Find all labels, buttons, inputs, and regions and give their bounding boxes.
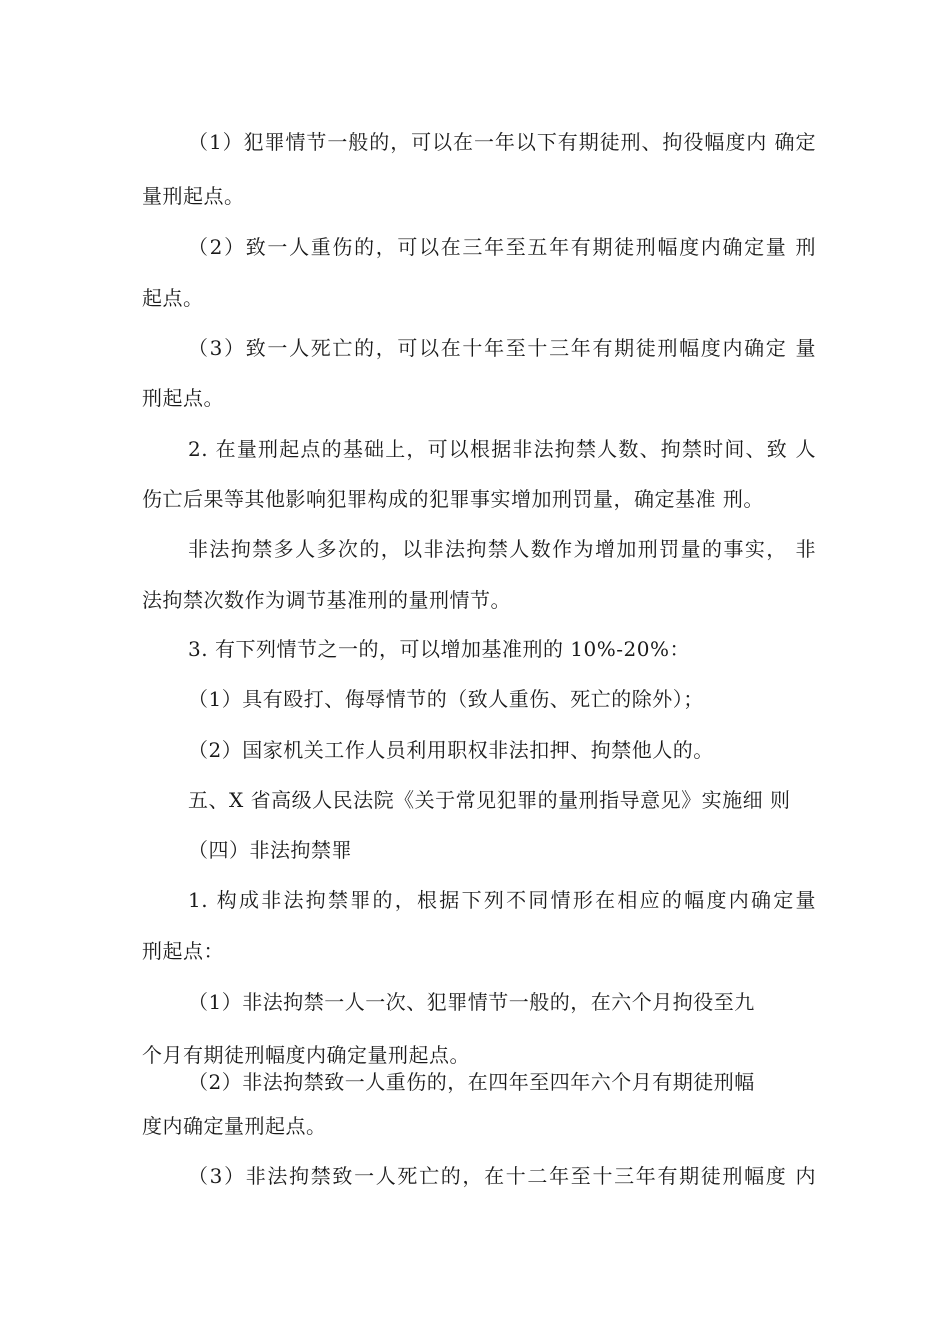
text-line: 量刑起点。 xyxy=(142,184,245,208)
text-line: 起点。 xyxy=(142,286,204,310)
text-line: 刑起点。 xyxy=(142,386,224,410)
text-line: （2）非法拘禁致一人重伤的，在四年至四年六个月有期徒刑幅 xyxy=(188,1070,755,1094)
text-line: 个月有期徒刑幅度内确定量刑起点。 xyxy=(142,1043,470,1067)
text-line: （1）犯罪情节一般的，可以在一年以下有期徒刑、拘役幅度内 确定 xyxy=(188,130,816,154)
text-line: 刑起点： xyxy=(142,939,224,963)
text-line: （1）具有殴打、侮辱情节的（致人重伤、死亡的除外）； xyxy=(188,687,704,711)
text-line: （2）致一人重伤的，可以在三年至五年有期徒刑幅度内确定量 刑 xyxy=(188,235,816,259)
text-line: （1）非法拘禁一人一次、犯罪情节一般的，在六个月拘役至九 xyxy=(188,990,755,1014)
text-line: 度内确定量刑起点。 xyxy=(142,1114,327,1138)
text-line: 3. 有下列情节之一的，可以增加基准刑的 10%-20%： xyxy=(188,637,690,661)
text-line: 1. 构成非法拘禁罪的，根据下列不同情形在相应的幅度内确定量 xyxy=(188,888,816,912)
text-line: 2. 在量刑起点的基础上，可以根据非法拘禁人数、拘禁时间、致 人 xyxy=(188,437,816,461)
text-line: 法拘禁次数作为调节基准刑的量刑情节。 xyxy=(142,588,511,612)
text-line: （3）非法拘禁致一人死亡的，在十二年至十三年有期徒刑幅度 内 xyxy=(188,1164,816,1188)
text-line: （2）国家机关工作人员利用职权非法扣押、拘禁他人的。 xyxy=(188,738,714,762)
text-line: 五、X 省高级人民法院《关于常见犯罪的量刑指导意见》实施细 则 xyxy=(188,788,791,812)
text-line: （3）致一人死亡的，可以在十年至十三年有期徒刑幅度内确定 量 xyxy=(188,336,816,360)
section-heading: （四）非法拘禁罪 xyxy=(188,838,352,862)
text-line: 伤亡后果等其他影响犯罪构成的犯罪事实增加刑罚量，确定基准 刑。 xyxy=(142,487,764,511)
text-line: 非法拘禁多人多次的，以非法拘禁人数作为增加刑罚量的事实， 非 xyxy=(188,537,816,561)
